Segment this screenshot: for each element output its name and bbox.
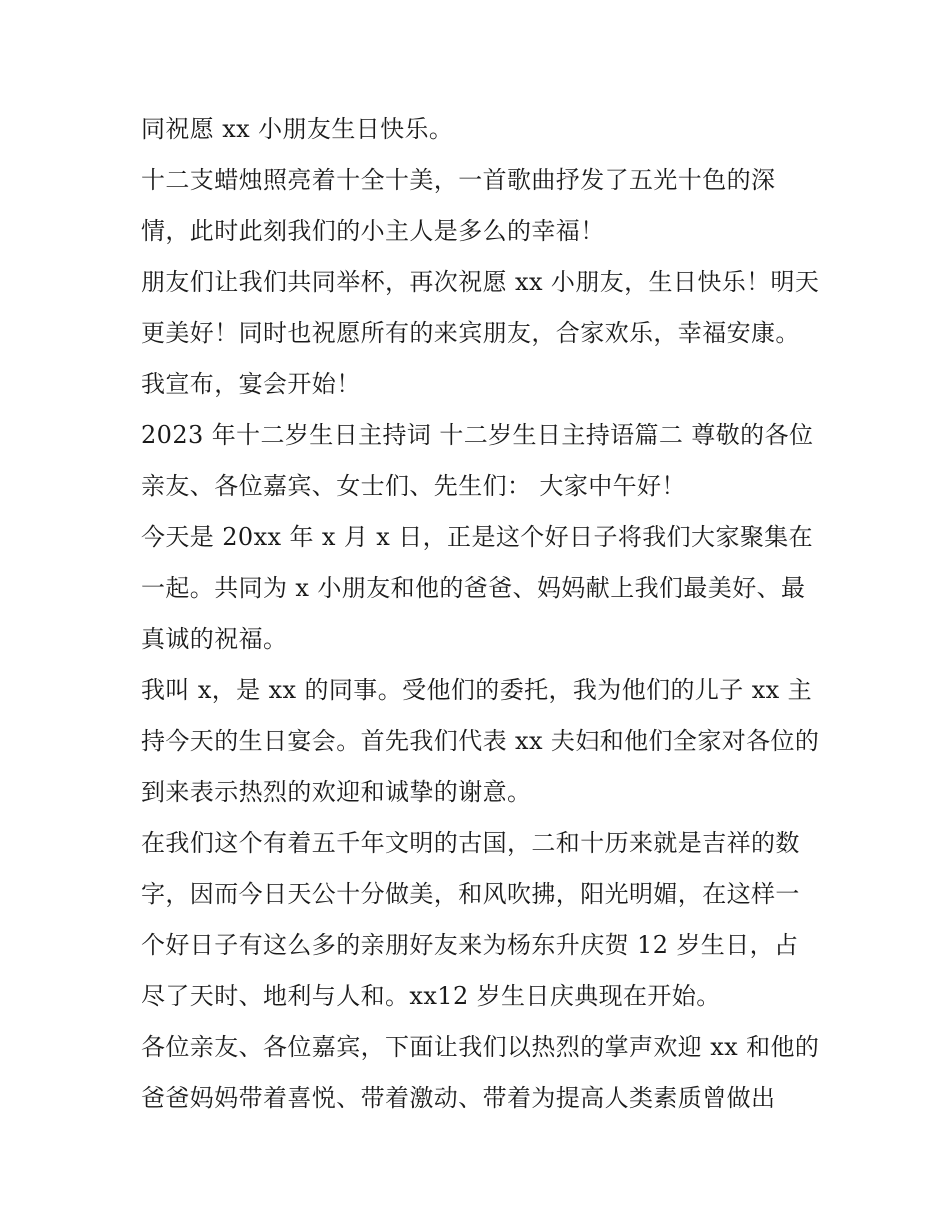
document-body <box>141 104 821 1124</box>
paragraph: 朋友们让我们共同举杯，再次祝愿 xx 小朋友，生日快乐！明天更美好！同时也祝愿所有的来宾朋友，合家欢乐，幸福安康。 我宣布，宴会开始！ <box>141 268 820 398</box>
paragraph: 十二支蜡烛照亮着十全十美，一首歌曲抒发了五光十色的深情，此时此刻我们的小主人是多么的幸福！ <box>141 166 776 245</box>
paragraph: 我叫 x，是 xx 的同事。受他们的委托，我为他们的儿子 xx 主持今天的生日宴会。首先我们代表 xx 夫妇和他们全家对各位的到来表示热烈的欢迎和诚挚的谢意。 <box>141 676 820 806</box>
paragraph: 2023 年十二岁生日主持词 十二岁生日主持语篇二 尊敬的各位亲友、各位嘉宾、女士们、先生们： 大家中午好！ <box>141 421 814 500</box>
paragraph: 今天是 20xx 年 x 月 x 日，正是这个好日子将我们大家聚集在一起。共同为 x 小朋友和他的爸爸、妈妈献上我们最美好、最真诚的祝福。 <box>141 523 814 653</box>
paragraph: 各位亲友、各位嘉宾，下面让我们以热烈的掌声欢迎 xx 和他的爸爸妈妈带着喜悦、带着激动、带着为提高人类素质曾做出 <box>141 1033 820 1112</box>
paragraph: 在我们这个有着五千年文明的古国，二和十历来就是吉祥的数字，因而今日天公十分做美，和风吹拂，阳光明媚，在这样一个好日子有这么多的亲朋好友来为杨东升庆贺 12 岁生日，占尽了天时、地利与人和。xx12 岁生日庆典现在开始。 <box>141 829 800 1010</box>
paragraph: 同祝愿 xx 小朋友生日快乐。 <box>141 115 454 143</box>
